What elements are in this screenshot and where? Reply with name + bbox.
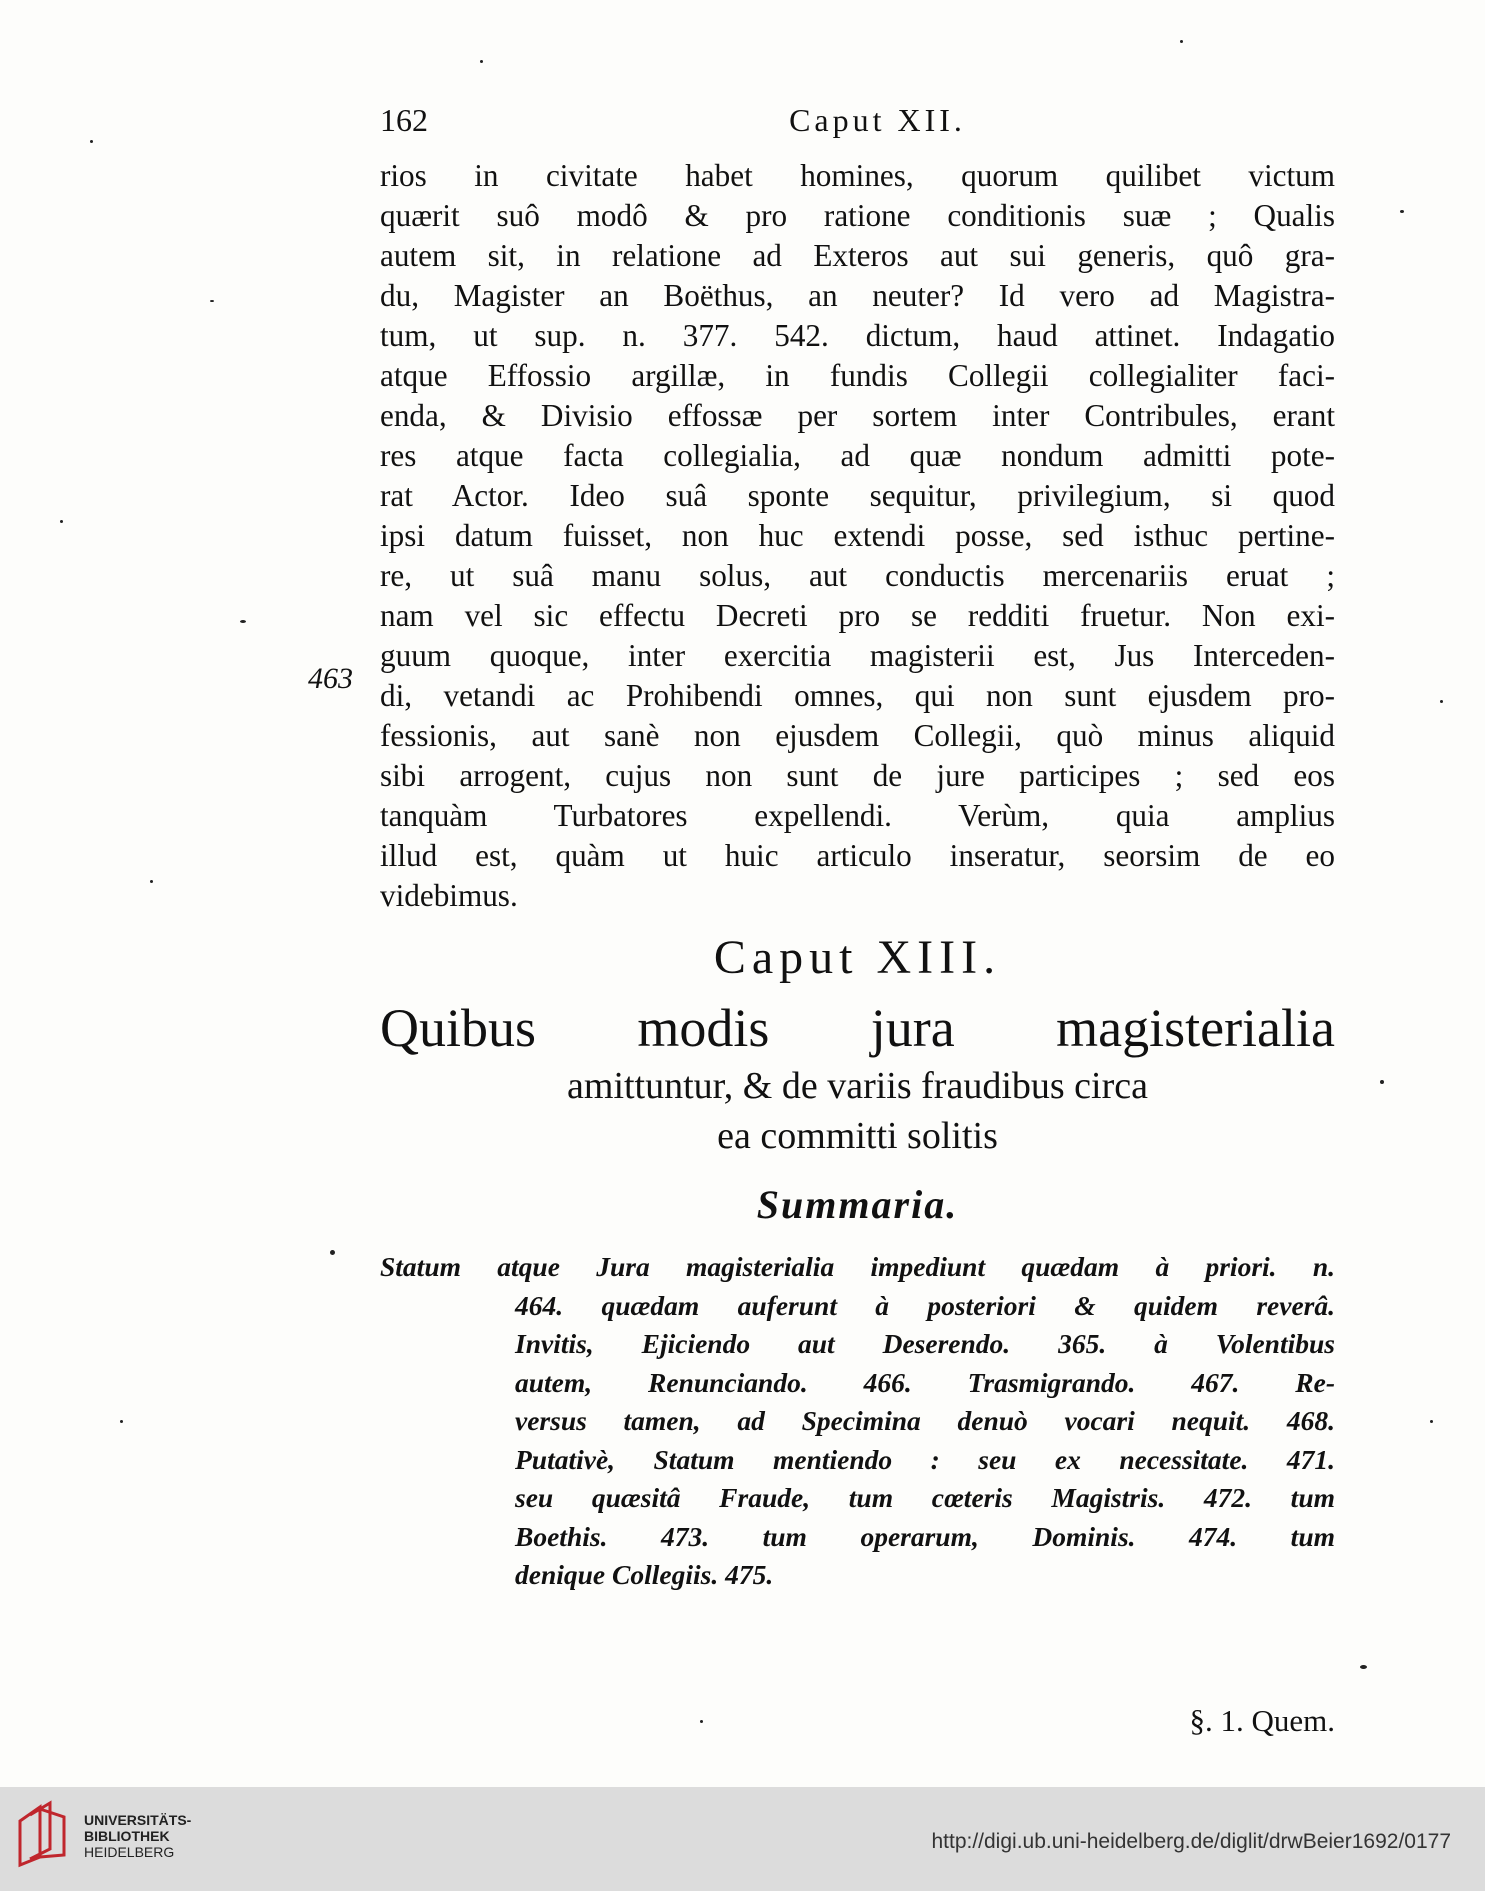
library-logo-icon[interactable] (14, 1799, 72, 1869)
summary-line: versus tamen, ad Specimina denuò vocari nequit. 468. (515, 1405, 1335, 1436)
text-line: quærit suô modô & pro ratione conditionis suæ ; Qualis (380, 198, 1335, 233)
summary-line: seu quæsitâ Fraude, tum cœteris Magistris. 472. tum (515, 1482, 1335, 1513)
scan-speck (480, 60, 483, 63)
scan-speck (1430, 1420, 1433, 1423)
library-name-line: BIBLIOTHEK (84, 1828, 170, 1844)
scan-speck (700, 1720, 703, 1723)
text-line: nam vel sic effectu Decreti pro se redditi fruetur. Non exi- (380, 598, 1335, 633)
summary-line: denique Collegiis. 475. (515, 1559, 774, 1590)
text-line: illud est, quàm ut huic articulo inseratur, seorsim de eo (380, 838, 1335, 873)
scan-speck (150, 880, 153, 883)
summary-line: Putativè, Statum mentiendo : seu ex necessitate. 471. (515, 1443, 1335, 1475)
scan-speck (60, 520, 63, 523)
margin-number: 463 (308, 662, 353, 695)
text-line: sibi arrogent, cujus non sunt de jure participes ; sed eos (380, 758, 1335, 793)
text-line: rios in civitate habet homines, quorum quilibet victum (380, 158, 1335, 193)
text-line: di, vetandi ac Prohibendi omnes, qui non sunt ejusdem pro- (380, 678, 1335, 713)
scan-speck (1360, 1665, 1367, 1669)
text-line: tanquàm Turbatores expellendi. Verùm, quia amplius (380, 798, 1335, 833)
text-line: guum quoque, inter exercitia magisterii est, Jus Interceden- (380, 638, 1335, 673)
catchword: §. 1. Quem. (1189, 1703, 1335, 1738)
library-name-line: HEIDELBERG (84, 1844, 175, 1860)
chapter-title-line: amittuntur, & de variis fraudibus circa (567, 1065, 1148, 1107)
scan-speck (90, 140, 93, 143)
summary-line: autem, Renunciando. 466. Trasmigrando. 467. Re- (515, 1366, 1335, 1398)
summary-heading: Summaria. (756, 1182, 959, 1227)
scan-speck (210, 300, 214, 302)
text-line: fessionis, aut sanè non ejusdem Collegii, quò minus aliquid (380, 718, 1335, 753)
chapter-title-line: ea committi solitis (717, 1115, 998, 1157)
library-name-line: UNIVERSITÄTS- (84, 1812, 192, 1828)
chapter-title (380, 995, 1335, 1161)
summary-line: Boethis. 473. tum operarum, Dominis. 474. tum (515, 1520, 1335, 1552)
text-line: du, Magister an Boëthus, an neuter? Id vero ad Magistra- (380, 278, 1335, 313)
running-title: Caput XII. (789, 102, 966, 138)
text-line: videbimus. (380, 878, 518, 913)
summary-line: Statum atque Jura magisterialia impediunt quædam à priori. n. (380, 1251, 1335, 1282)
scan-speck (330, 1250, 335, 1255)
scan-speck (1380, 1080, 1384, 1084)
scan-speck (1180, 40, 1183, 43)
summary-line: 464. quædam auferunt à posteriori & quidem reverâ. (515, 1289, 1335, 1321)
footer-bar (0, 1787, 1485, 1891)
text-line: rat Actor. Ideo suâ sponte sequitur, privilegium, si quod (380, 478, 1335, 513)
scan-speck (1400, 210, 1404, 213)
text-line: res atque facta collegialia, ad quæ nondum admitti pote- (380, 438, 1335, 473)
text-line: tum, ut sup. n. 377. 542. dictum, haud attinet. Indagatio (380, 318, 1335, 353)
scan-speck (120, 1420, 123, 1423)
chapter-number: Caput XIII. (713, 931, 1002, 984)
permalink-url[interactable]: http://digi.ub.uni-heidelberg.de/diglit/drwBeier1692/0177 (931, 1830, 1451, 1853)
library-name (84, 1812, 191, 1860)
page-number: 162 (380, 102, 428, 138)
scan-speck (1440, 700, 1443, 703)
scan-speck (240, 620, 246, 623)
body-text (380, 156, 1335, 916)
text-line: enda, & Divisio effossæ per sortem inter Contribules, erant (380, 398, 1335, 433)
summary-line: Invitis, Ejiciendo aut Deserendo. 365. à Volentibus (515, 1328, 1335, 1359)
text-line: re, ut suâ manu solus, aut conductis mercenariis eruat ; (380, 558, 1335, 593)
text-line: atque Effossio argillæ, in fundis Collegii collegialiter faci- (380, 358, 1335, 393)
chapter-title-line: Quibus modis jura magisterialia (380, 998, 1335, 1058)
text-line: ipsi datum fuisset, non huc extendi posse, sed isthuc pertine- (380, 518, 1335, 553)
text-line: autem sit, in relatione ad Exteros aut sui generis, quô gra- (380, 238, 1335, 273)
running-head (380, 98, 1335, 148)
summary-text (380, 1248, 1335, 1595)
